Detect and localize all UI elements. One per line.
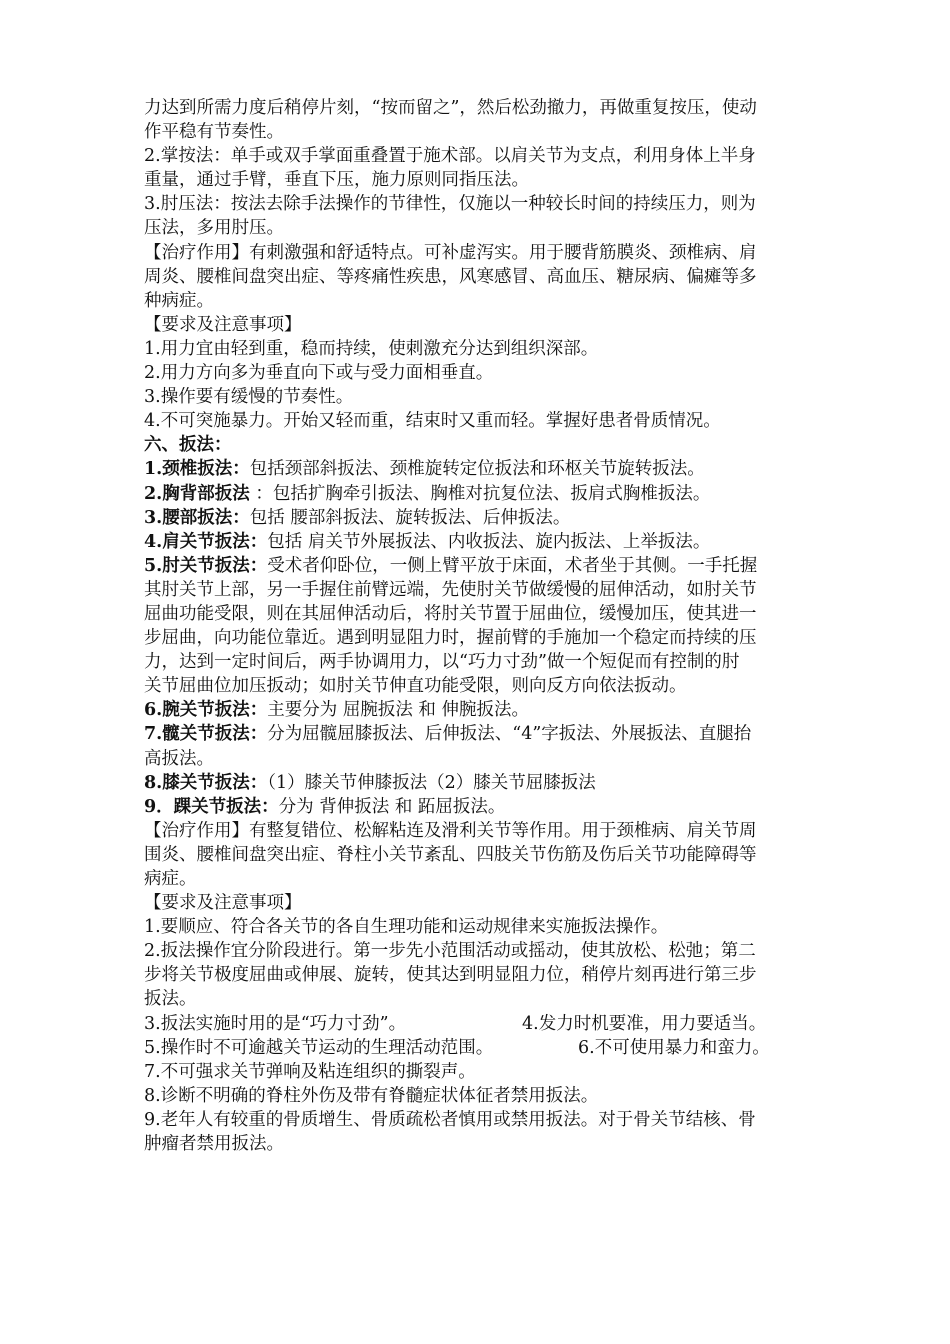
list-item: 3.扳法实施时用的是“巧力寸劲”。 <box>144 1013 407 1034</box>
list-item: 1.用力宜由轻到重，稳而持续，使刺激充分达到组织深部。 <box>144 338 599 359</box>
section-subheading: 【要求及注意事项】 <box>144 893 302 914</box>
text-line: 压法，多用肘压。 <box>144 218 284 239</box>
document-page <box>144 96 814 1156</box>
text-line: 扳法。 <box>144 989 197 1010</box>
text-line: 作平稳有节奏性。 <box>144 122 284 143</box>
list-item: 7.不可强求关节弹响及粘连组织的撕裂声。 <box>144 1061 476 1082</box>
text-line: 步屈曲，向功能位靠近。遇到明显阻力时，握前臂的手施加一个稳定而持续的压 <box>144 628 757 649</box>
text-line: 重量，通过手臂，垂直下压，施力原则同指压法。 <box>144 170 529 191</box>
list-item: 6.不可使用暴力和蛮力。 <box>578 1037 770 1058</box>
item-label: 7.髋关节扳法： <box>144 724 268 745</box>
item-text: 包括 肩关节外展扳法、内收扳法、旋内扳法、上举扳法。 <box>267 531 711 552</box>
list-item: 2.扳法操作宜分阶段进行。第一步先小范围活动或摇动，使其放松、松弛；第二 <box>144 941 756 962</box>
list-row <box>144 1036 814 1060</box>
text-line: 3.肘压法：按法去除手法操作的节律性，仅施以一种较长时间的持续压力，则为 <box>144 194 756 215</box>
item-label: 2.胸背部扳法 <box>144 483 250 504</box>
list-row <box>144 1012 814 1036</box>
text-line: 力达到所需力度后稍停片刻，“按而留之”，然后松劲撤力，再做重复按压，使动 <box>144 98 757 118</box>
list-item: 2.用力方向多为垂直向下或与受力面相垂直。 <box>144 363 494 384</box>
item-text: 主要分为 屈腕扳法 和 伸腕扳法。 <box>267 700 529 721</box>
item-label: 3.腰部扳法： <box>144 507 250 528</box>
text-line: 围炎、腰椎间盘突出症、脊柱小关节紊乱、四肢关节伤筋及伤后关节功能障碍等 <box>144 844 757 865</box>
list-item: 1.要顺应、符合各关节的各自生理功能和运动规律来实施扳法操作。 <box>144 917 669 938</box>
text-line: 周炎、腰椎间盘突出症、等疼痛性疾患，风寒感冒、高血压、糖尿病、偏瘫等多 <box>144 266 757 287</box>
text-line: 种病症。 <box>144 290 214 311</box>
item-text: 包括 腰部斜扳法、旋转扳法、后伸扳法。 <box>249 507 571 528</box>
item-text: 受术者仰卧位，一侧上臂平放于床面，术者坐于其侧。一手托握 <box>267 555 758 576</box>
item-text: 分为屈髋屈膝扳法、后伸扳法、“4”字扳法、外展扳法、直腿抬 <box>267 724 752 745</box>
text-line: 【治疗作用】有整复错位、松解粘连及滑利关节等作用。用于颈椎病、肩关节周 <box>144 820 757 841</box>
list-item <box>144 795 814 819</box>
list-item: 9.老年人有较重的骨质增生、骨质疏松者慎用或禁用扳法。对于骨关节结核、骨 <box>144 1109 756 1130</box>
item-text: ：包括扩胸牵引扳法、胸椎对抗复位法、扳肩式胸椎扳法。 <box>249 483 711 504</box>
text-line: 2.掌按法：单手或双手掌面重叠置于施术部。以肩关节为支点，利用身体上半身 <box>144 146 756 167</box>
list-item <box>144 506 814 530</box>
item-label: 9．踝关节扳法： <box>144 796 279 817</box>
text-line: 病症。 <box>144 869 197 889</box>
item-text: 包括颈部斜扳法、颈椎旋转定位扳法和环枢关节旋转扳法。 <box>249 459 705 480</box>
list-item: 3.操作要有缓慢的节奏性。 <box>144 387 354 408</box>
list-item <box>144 698 814 722</box>
list-item: 4.发力时机要准，用力要适当。 <box>522 1013 767 1034</box>
item-label: 6.腕关节扳法： <box>144 700 268 721</box>
item-text: 分为 背伸扳法 和 跖屈扳法。 <box>278 796 506 817</box>
list-item <box>144 530 814 554</box>
section-heading: 六、扳法： <box>144 435 232 456</box>
item-label: 5.肘关节扳法： <box>144 555 268 576</box>
item-label: 1.颈椎扳法： <box>144 459 250 480</box>
item-text: （1）膝关节伸膝扳法（2）膝关节屈膝扳法 <box>267 772 596 793</box>
text-line: 力，达到一定时间后，两手协调用力，以“巧力寸劲”做一个短促而有控制的肘 <box>144 652 740 673</box>
list-item <box>144 722 814 746</box>
section-subheading: 【要求及注意事项】 <box>144 314 302 335</box>
list-item: 5.操作时不可逾越关节运动的生理活动范围。 <box>144 1037 494 1058</box>
list-item <box>144 554 814 578</box>
list-item: 4.不可突施暴力。开始又轻而重，结束时又重而轻。掌握好患者骨质情况。 <box>144 411 721 432</box>
list-item: 8.诊断不明确的脊柱外伤及带有脊髓症状体征者禁用扳法。 <box>144 1085 599 1106</box>
item-label: 8.膝关节扳法： <box>144 772 268 793</box>
text-line: 其肘关节上部，另一手握住前臂远端，先使肘关节做缓慢的屈伸活动，如肘关节 <box>144 579 757 600</box>
text-line: 高扳法。 <box>144 748 214 769</box>
text-line: 肿瘤者禁用扳法。 <box>144 1134 284 1155</box>
list-item <box>144 457 814 481</box>
text-line: 【治疗作用】有刺激强和舒适特点。可补虚泻实。用于腰背筋膜炎、颈椎病、肩 <box>144 242 757 263</box>
list-item <box>144 771 814 795</box>
list-item <box>144 482 814 506</box>
item-label: 4.肩关节扳法： <box>144 531 268 552</box>
text-line: 关节屈曲位加压扳动；如肘关节伸直功能受限，则向反方向依法扳动。 <box>144 676 687 697</box>
text-line: 步将关节极度屈曲或伸展、旋转，使其达到明显阻力位，稍停片刻再进行第三步 <box>144 965 757 986</box>
text-line: 屈曲功能受限，则在其屈伸活动后，将肘关节置于屈曲位，缓慢加压，使其进一 <box>144 603 757 624</box>
